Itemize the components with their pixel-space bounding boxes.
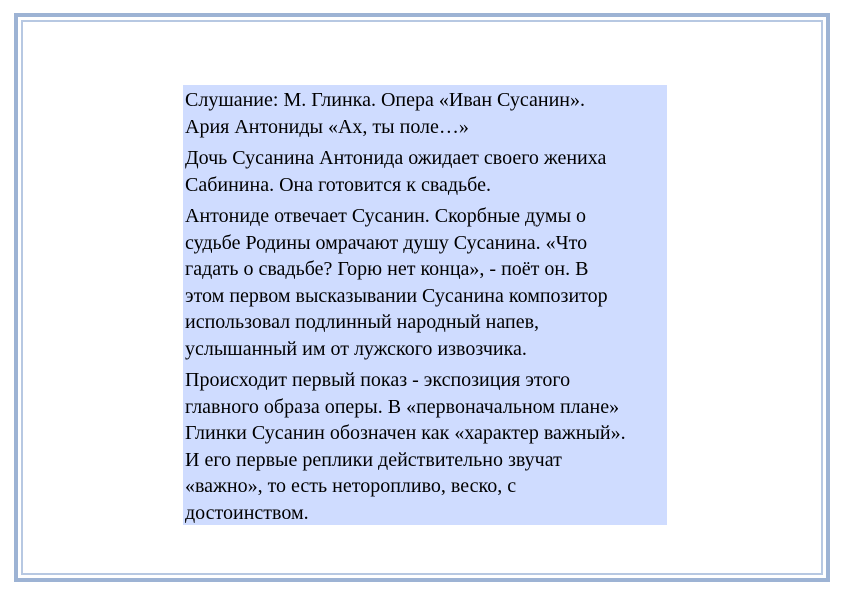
paragraph-title <box>185 87 665 140</box>
paragraph-3 <box>185 203 665 362</box>
text-line: Дочь Сусанина Антонида ожидает своего жениха <box>185 147 607 169</box>
text-line: Слушание: М. Глинка. Опера «Иван Сусанин». <box>185 89 586 111</box>
text-line: судьбе Родины омрачают душу Сусанина. «Что <box>185 231 588 254</box>
text-line: использовал подлинный народный напев, <box>185 311 540 333</box>
text-line: этом первом высказывании Сусанина композитор <box>185 284 608 307</box>
text-line: И его первые реплики действительно звучат <box>185 448 562 471</box>
text-line: Антониде отвечает Сусанин. Скорбные думы о <box>185 205 587 227</box>
text-line: главного образа оперы. В «первоначальном плане» <box>185 395 620 418</box>
text-line: достоинством. <box>185 501 309 524</box>
text-line: Происходит первый показ - экспозиция этого <box>185 369 571 391</box>
text-box <box>183 85 667 525</box>
paragraph-4 <box>185 367 665 526</box>
text-line: Глинки Сусанин обозначен как «характер важный». <box>185 422 626 444</box>
text-line: гадать о свадьбе? Горю нет конца», - поёт он. В <box>185 258 589 280</box>
text-line: Сабинина. Она готовится к свадьбе. <box>185 173 491 196</box>
text-line: Ария Антониды «Ах, ты поле…» <box>185 115 469 138</box>
text-line: услышанный им от лужского извозчика. <box>185 337 527 360</box>
text-line: «важно», то есть неторопливо, веско, с <box>185 475 517 497</box>
paragraph-2 <box>185 145 665 198</box>
